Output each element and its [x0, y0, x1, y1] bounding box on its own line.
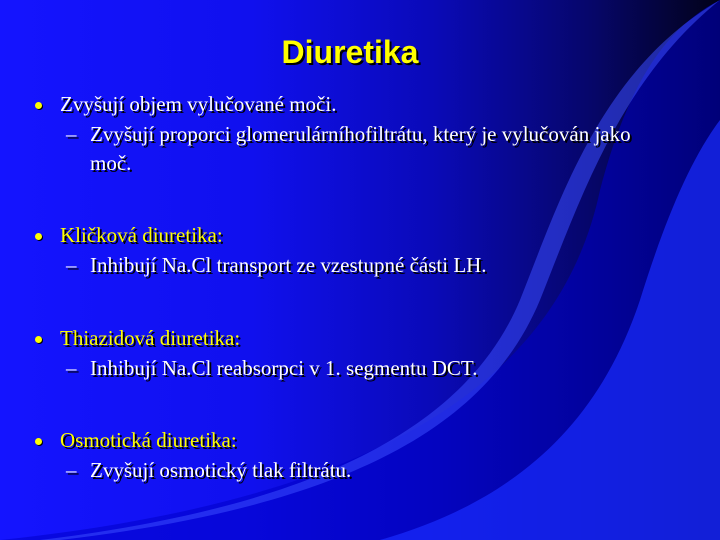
sub-item-marker: –	[66, 122, 77, 146]
sub-item-text: Inhibují Na.Cl transport ze vzestupné části LH.	[90, 253, 487, 277]
round-bullet-icon	[35, 336, 42, 343]
sub-item-text: Zvyšují osmotický tlak filtrátu.	[90, 458, 352, 482]
bullet-text: Thiazidová diuretika:	[60, 326, 241, 350]
slide-title: Diuretika	[281, 34, 419, 70]
bullet-text: Kličková diuretika:	[60, 223, 223, 247]
sub-item-text: Inhibují Na.Cl reabsorpci v 1. segmentu DCT.	[90, 356, 478, 380]
bullet-text: Zvyšují objem vylučované moči.	[60, 92, 337, 116]
round-bullet-icon	[35, 233, 42, 240]
round-bullet-icon	[35, 438, 42, 445]
bullet-text: Osmotická diuretika:	[60, 428, 237, 452]
bullet-item-4	[30, 426, 670, 485]
sub-item-text: Zvyšují proporci glomerulárníhofiltrátu, který je vylučován jako moč.	[90, 122, 631, 175]
bullet-item-2	[30, 221, 670, 280]
sub-item-marker: –	[66, 458, 77, 482]
sub-item-marker: –	[66, 253, 77, 277]
round-bullet-icon	[35, 102, 42, 109]
bullet-item-3	[30, 324, 670, 383]
sub-item-marker: –	[66, 356, 77, 380]
bullet-item-1	[30, 90, 670, 178]
